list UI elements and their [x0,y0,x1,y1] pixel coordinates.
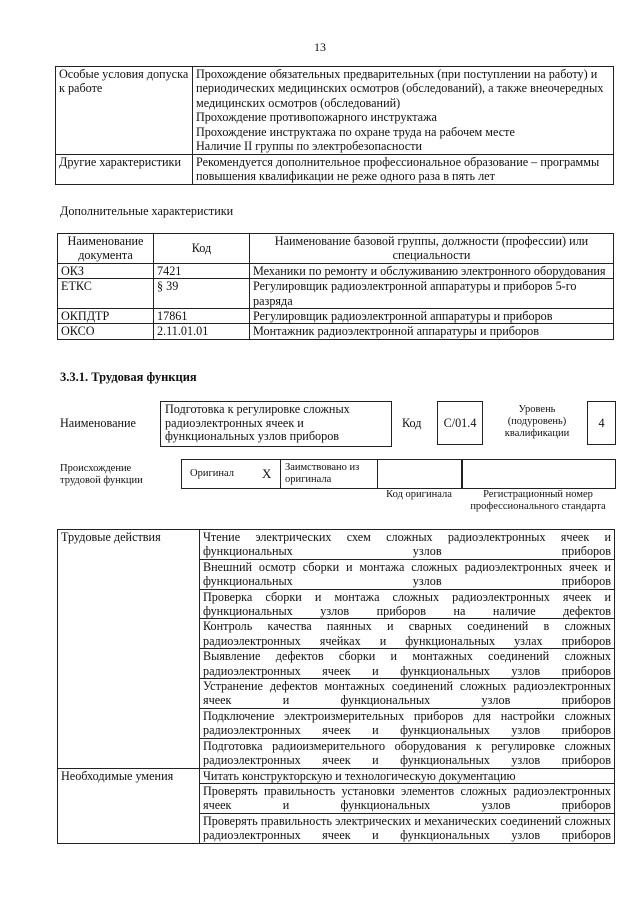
table-row [58,279,614,309]
table-cell: 2.11.01.01 [154,324,250,339]
function-code-label: Код [402,416,422,430]
group-label: Трудовые действия [58,530,200,769]
condition-line: Прохождение инструктажа по охране труда на рабочем месте [196,124,515,139]
original-code-cell [377,459,462,489]
list-item: Читать конструкторскую и технологическую документацию [200,768,615,783]
condition-line: Рекомендуется дополнительное профессиональное образование – программы повышения квалификации не реже одного раза в пять лет [196,155,600,184]
row-value [193,67,614,155]
list-item: Чтение электрических схем сложных радиоэлектронных ячеек и функциональных узлов приборов [200,530,615,560]
table-cell: § 39 [154,279,250,309]
registration-number-cell [462,459,616,489]
table-cell: 17861 [154,309,250,324]
function-code-value: C/01.4 [437,401,483,445]
actions-table [57,529,615,844]
table-cell: Механики по ремонту и обслуживанию электронного оборудования [250,263,614,278]
table-cell: Регулировщик радиоэлектронной аппаратуры и приборов [250,309,614,324]
table-row [58,263,614,278]
table-cell: 7421 [154,263,250,278]
condition-line: Прохождение обязательных предварительных (при поступлении на работу) и периодических медицинских осмотров (обследований), а также внеочередных медицинских осмотров (обследований) [196,67,604,110]
list-item: Подготовка радиоизмерительного оборудования к регулировке сложных радиоэлектронных ячеек и функциональных узлов приборов [200,738,615,768]
header-cell: Наименование базовой группы, должности (профессии) или специальности [250,234,614,264]
table-row [58,309,614,324]
row-label: Другие характеристики [56,155,193,185]
additional-heading: Дополнительные характеристики [60,204,234,218]
table-cell: Регулировщик радиоэлектронной аппаратуры и приборов 5-го разряда [250,279,614,309]
list-item: Проверять правильность электрических и механических соединений сложных радиоэлектронных ячеек и функциональных узлов приборов [200,813,615,843]
row-label: Особые условия допуска к работе [56,67,193,155]
condition-line: Прохождение противопожарного инструктажа [196,110,437,125]
origin-borrowed-cell [280,459,378,489]
table-cell: ОКСО [58,324,154,339]
function-level-label: Уровень (подуровень) квалификации [504,404,570,439]
row-value [193,155,614,185]
original-mark: X [262,466,272,481]
function-level-value: 4 [587,401,616,445]
origin-label: Происхождение трудовой функции [60,463,143,486]
table-row [56,67,614,155]
header-cell: Наименование документа [58,234,154,264]
registration-number-caption: Регистрационный номер профессионального стандарта [470,489,606,512]
condition-line: Наличие II группы по электробезопасности [196,139,423,154]
table-row [56,155,614,185]
list-item: Устранение дефектов монтажных соединений сложных радиоэлектронных ячеек и функциональных узлов приборов [200,679,615,709]
table-cell: ОКПДТР [58,309,154,324]
table-row [58,324,614,339]
group-label: Необходимые умения [58,768,200,843]
list-item: Проверка сборки и монтажа сложных радиоэлектронных ячеек и функциональных узлов приборов на наличие дефектов [200,589,615,619]
list-item: Внешний осмотр сборки и монтажа сложных радиоэлектронных ячеек и функциональных узлов приборов [200,559,615,589]
function-name-label: Наименование [60,416,136,430]
list-item: Проверять правильность установки элементов сложных радиоэлектронных ячеек и функциональных узлов приборов [200,783,615,813]
list-item: Контроль качества паянных и сварных соединений в сложных радиоэлектронных ячейках и функциональных узлах приборов [200,619,615,649]
header-cell: Код [154,234,250,264]
function-name-value: Подготовка к регулировке сложных радиоэлектронных ячеек и функциональных узлов приборов [160,401,392,447]
list-item: Подключение электроизмерительных приборов для настройки сложных радиоэлектронных ячеек и функциональных узлов приборов [200,708,615,738]
conditions-table [55,66,614,185]
borrowed-label: Заимствовано из оригинала [285,462,360,485]
origin-original-cell [181,459,281,489]
table-cell: ЕТКС [58,279,154,309]
table-row [58,768,615,783]
page-number: 13 [314,40,326,54]
table-cell: ОКЗ [58,263,154,278]
table-header-row [58,234,614,264]
original-label: Оригинал [190,468,234,479]
original-code-caption: Код оригинала [386,489,452,500]
function-heading: 3.3.1. Трудовая функция [60,370,197,384]
additional-table [57,233,614,340]
table-cell: Монтажник радиоэлектронной аппаратуры и приборов [250,324,614,339]
list-item: Выявление дефектов сборки и монтажных соединений сложных радиоэлектронных ячеек и функциональных узлов приборов [200,649,615,679]
table-row [58,530,615,560]
